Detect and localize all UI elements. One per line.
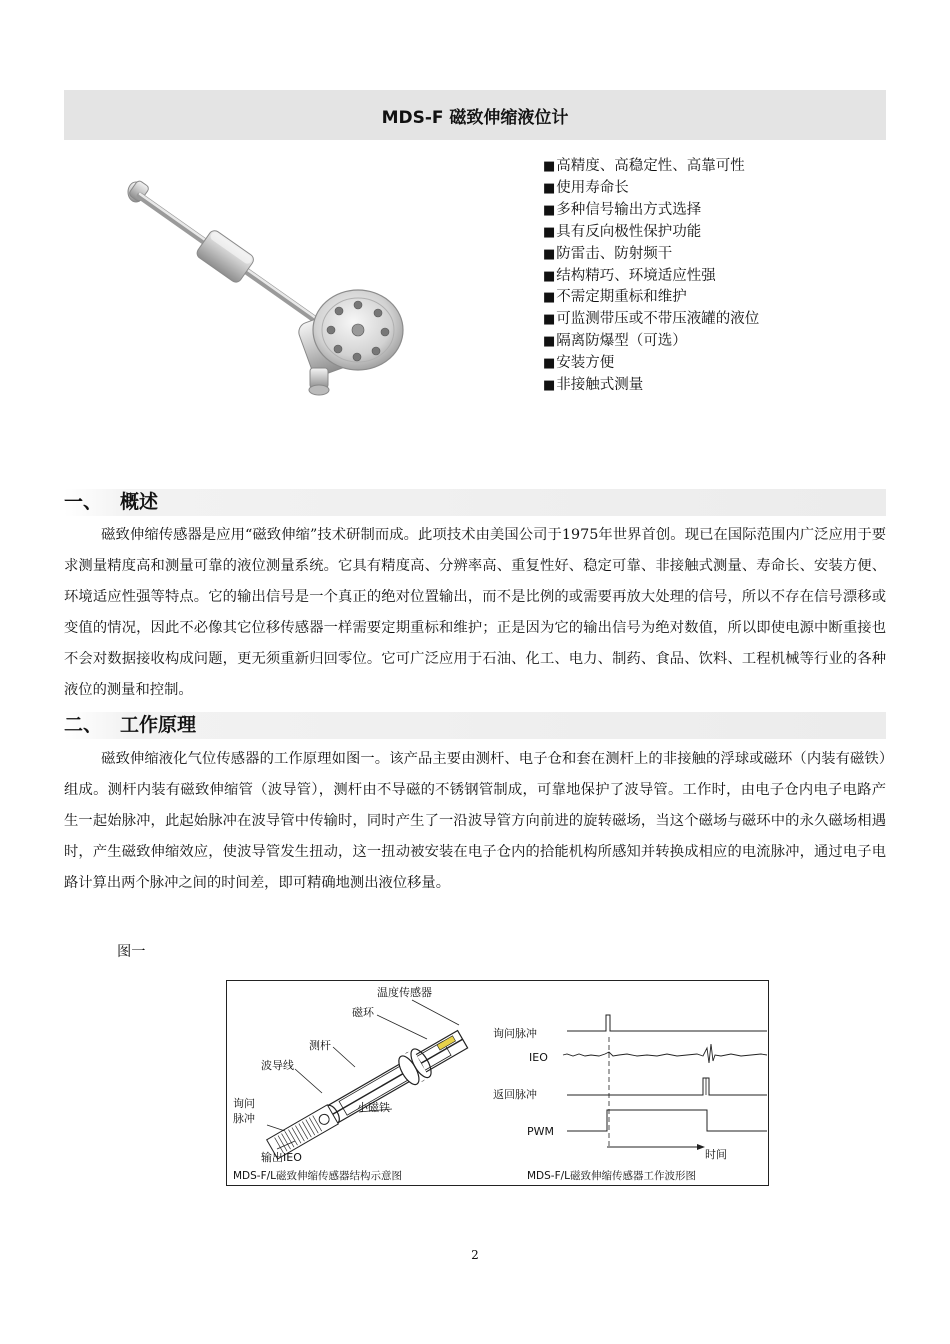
label-time: 时间: [705, 1148, 727, 1161]
label-magnet-ring: 磁环: [352, 1006, 374, 1019]
section-number: 一、: [64, 491, 103, 513]
overview-paragraph: 磁致伸缩传感器是应用“磁致伸缩”技术研制而成。此项技术由美国公司于1975年世界首创。现已在国际范围内广泛应用于要求测量精度高和测量可靠的液位测量系统。它具有精度高、分辨率高、重复性好、稳定可靠、非接触式测量、寿命长、安装方便、环境适应性强等特点。它的输出信号是一个真正的绝对位置输出，而不是比例的或需要再放大处理的信号，所以不存在信号漂移或变值的情况，因此不必像其它位移传感器一样需要定期重标和维护；正是因为它的输出信号为绝对数值，所以即使电源中断重接也不会对数据接收构成问题，更无须重新归回零位。它可广泛应用于石油、化工、电力、制药、食品、饮料、工程机械等行业的各种液位的测量和控制。: [64, 527, 886, 698]
feature-item: ■ 不需定期重标和维护: [543, 287, 759, 309]
document-title: MDS-F 磁致伸缩液位计: [381, 107, 569, 128]
feature-item: ■ 安装方便: [543, 353, 759, 375]
label-interrogation-pulse: 询问脉冲: [493, 1027, 537, 1040]
label-temp-sensor: 温度传感器: [377, 986, 432, 999]
feature-item: ■ 使用寿命长: [543, 178, 759, 200]
section-heading-principle: [64, 712, 886, 739]
section-heading-overview: [64, 489, 886, 516]
label-small-magnet: 小磁铁: [357, 1101, 390, 1114]
page-number: 2: [471, 1248, 479, 1262]
waveform-return: [567, 1078, 767, 1095]
feature-item: ■ 结构精巧、环境适应性强: [543, 266, 759, 288]
waveform-chart: [493, 1015, 767, 1182]
structure-schematic: [233, 985, 471, 1182]
right-caption: MDS-F/L磁致伸缩传感器工作波形图: [527, 1170, 697, 1182]
label-interrogation-line2: 脉冲: [233, 1112, 255, 1125]
figure-svg: [227, 981, 768, 1185]
label-ieo: IEO: [529, 1051, 548, 1064]
feature-item: ■ 多种信号输出方式选择: [543, 200, 759, 222]
product-photo: [110, 170, 410, 405]
feature-item: ■ 非接触式测量: [543, 375, 759, 397]
section-title: 概述: [120, 491, 159, 513]
feature-item: ■ 高精度、高稳定性、高靠可性: [543, 156, 759, 178]
figure-label: 图一: [117, 944, 146, 960]
feature-item: ■ 可监测带压或不带压液罐的液位: [543, 309, 759, 331]
label-return-pulse: 返回脉冲: [493, 1088, 537, 1101]
feature-item: ■ 防雷击、防射频干: [543, 244, 759, 266]
waveform-pwm: [567, 1110, 767, 1131]
feature-item: ■ 具有反向极性保护功能: [543, 222, 759, 244]
label-waveguide: 波导线: [261, 1059, 294, 1072]
label-pwm: PWM: [527, 1125, 555, 1138]
section-title: 工作原理: [120, 714, 197, 736]
left-caption: MDS-F/L磁致伸缩传感器结构示意图: [233, 1170, 403, 1182]
label-rod: 测杆: [309, 1039, 331, 1052]
feature-item: ■ 隔离防爆型（可选）: [543, 331, 759, 353]
document-title-bar: [64, 90, 886, 140]
waveform-ieo: [563, 1044, 767, 1063]
section-number: 二、: [64, 714, 103, 736]
principle-paragraph: 磁致伸缩液化气位传感器的工作原理如图一。该产品主要由测杆、电子仓和套在测杆上的非接触的浮球或磁环（内装有磁铁）组成。测杆内装有磁致伸缩管（波导管），测杆由不导磁的不锈钢管制成，可靠地保护了波导管。工作时，由电子仓内电子电路产生一起始脉冲，此起始脉冲在波导管中传输时，同时产生了一沿波导管方向前进的旋转磁场，当这个磁场与磁环中的永久磁场相遇时，产生磁致伸缩效应，使波导管发生扭动，这一扭动被安装在电子仓内的拾能机构所感知并转换成相应的电流脉冲，通过电子电路计算出两个脉冲之间的时间差，即可精确地测出液位移量。: [64, 751, 886, 891]
feature-list: [543, 156, 759, 397]
label-interrogation-line1: 询问: [233, 1097, 255, 1110]
label-output-ieo: 输出IEO: [261, 1151, 302, 1164]
figure-diagram: [226, 980, 769, 1186]
waveform-interrogation: [567, 1015, 767, 1031]
